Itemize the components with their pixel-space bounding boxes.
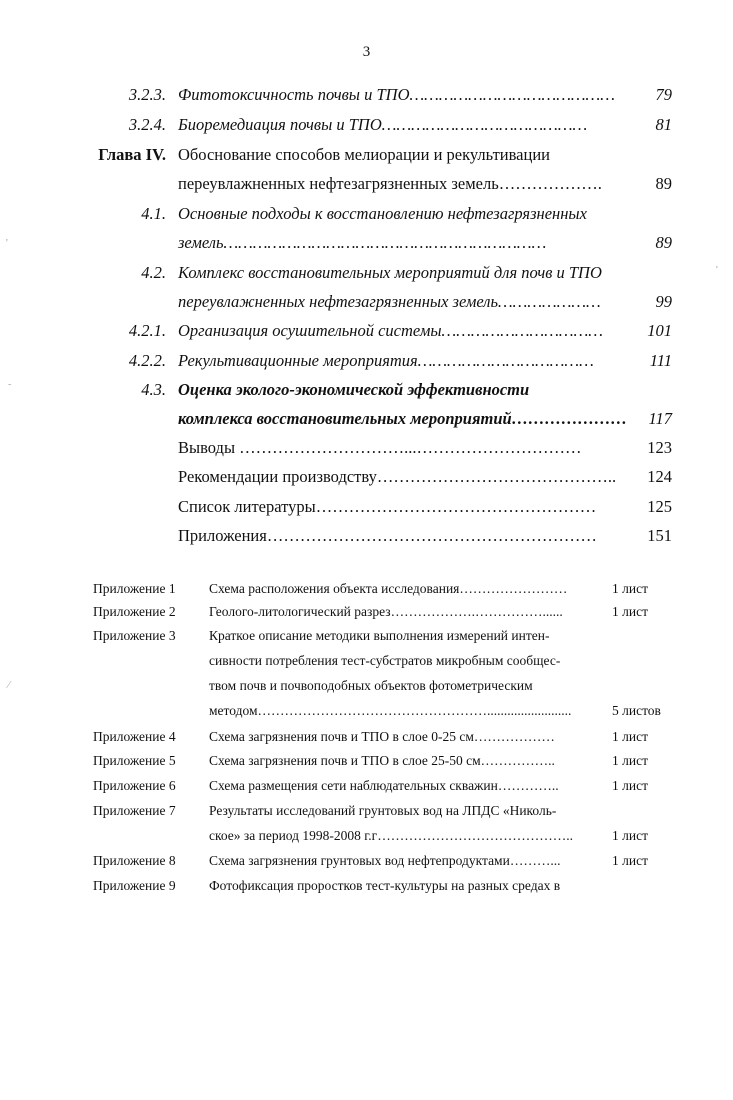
appendix-text: твом почв и почвоподобных объектов фотометрическим (209, 678, 533, 693)
toc-entry-4-3 (0, 378, 733, 402)
appendix-text: Геолого-литологический разрез……………….……………...... (209, 604, 563, 619)
toc-page: 99 (655, 292, 672, 311)
toc-page: 125 (647, 497, 672, 516)
toc-number: 4.2. (141, 263, 166, 282)
appendix-label: Приложение 1 (93, 581, 176, 596)
toc-number: 4.3. (141, 380, 166, 399)
toc-entry-3-2-3 (0, 83, 733, 107)
appendix-row (0, 601, 733, 623)
toc-title: Биоремедиация почвы и ТПО…………………………………… (178, 115, 588, 134)
toc-title: Комплекс восстановительных мероприятий для почв и ТПО (178, 263, 602, 282)
toc-entry-4-1-cont (0, 231, 733, 255)
page-number: 3 (362, 44, 371, 60)
appendix-row (0, 875, 733, 897)
toc-page: 79 (655, 85, 672, 104)
toc-entry-chapter-4 (0, 143, 733, 167)
appendix-row (0, 726, 733, 748)
toc-page: 111 (649, 351, 672, 370)
toc-title: земель………………………………………………………… (178, 233, 547, 252)
appendix-label: Приложение 7 (93, 803, 176, 818)
appendix-text: методом……………………………………………......................... (209, 703, 572, 718)
appendix-row (0, 800, 733, 822)
scan-mark: ' (716, 265, 718, 276)
toc-entry-3-2-4 (0, 113, 733, 137)
toc-entry-4-2-1 (0, 319, 733, 343)
toc-page: 81 (655, 115, 672, 134)
toc-entry-appendices (0, 524, 733, 548)
appendix-row (0, 675, 733, 697)
toc-page: 117 (648, 409, 672, 428)
appendix-sheets: 1 лист (612, 828, 648, 843)
appendix-text: Схема размещения сети наблюдательных скважин………….. (209, 778, 559, 793)
appendix-row (0, 850, 733, 872)
toc-title: Список литературы…………………………………………… (178, 497, 597, 516)
toc-number: 3.2.4. (128, 115, 166, 134)
appendix-label: Приложение 8 (93, 853, 176, 868)
toc-page: 124 (647, 467, 672, 486)
toc-entry-conclusions (0, 436, 733, 460)
toc-number: 4.2.2. (128, 351, 166, 370)
appendix-text: Схема расположения объекта исследования…………………… (209, 581, 568, 596)
appendix-text: Схема загрязнения грунтовых вод нефтепродуктами………... (209, 853, 561, 868)
toc-entry-4-1 (0, 202, 733, 226)
appendix-label: Приложение 2 (93, 604, 176, 619)
appendix-text: Фотофиксация проростков тест-культуры на разных средах в (209, 878, 561, 893)
appendix-label: Приложение 4 (93, 729, 176, 744)
toc-title: Оценка эколого-экономической эффективности (178, 380, 530, 399)
appendix-sheets: 5 листов (612, 703, 661, 718)
toc-title: Рекомендации производству…………………………………….. (178, 467, 617, 486)
appendix-sheets: 1 лист (612, 853, 648, 868)
toc-title: переувлажненных нефтезагрязненных земель………………… (178, 292, 601, 311)
toc-title: Выводы …………………………...………………………… (178, 438, 582, 457)
appendix-sheets: 1 лист (612, 581, 648, 596)
appendix-label: Приложение 5 (93, 753, 176, 768)
toc-entry-references (0, 495, 733, 519)
appendix-text: Схема загрязнения почв и ТПО в слое 0-25 см……………… (209, 729, 555, 744)
appendix-sheets: 1 лист (612, 729, 648, 744)
appendix-text: Схема загрязнения почв и ТПО в слое 25-50 см…………….. (209, 753, 555, 768)
appendix-row (0, 578, 733, 600)
toc-page: 89 (655, 233, 672, 252)
toc-number: Глава IV. (98, 145, 166, 164)
toc-entry-4-3-cont (0, 407, 733, 431)
appendix-text: ское» за период 1998-2008 г.г…………………………………….. (209, 828, 573, 843)
toc-page: 151 (647, 526, 672, 545)
toc-title: Организация осушительной системы…………………………… (178, 321, 603, 340)
appendix-row (0, 625, 733, 647)
toc-entry-4-2-cont (0, 290, 733, 314)
toc-number: 3.2.3. (128, 85, 166, 104)
appendix-row (0, 700, 733, 722)
appendix-text: Результаты исследований грунтовых вод на ЛПДС «Николь- (209, 803, 557, 818)
scan-mark: ⁄ (8, 680, 10, 691)
toc-title: Приложения…………………………………………………… (178, 526, 597, 545)
toc-page: 101 (647, 321, 672, 340)
toc-entry-chapter-4-cont (0, 172, 733, 196)
toc-title: Основные подходы к восстановлению нефтезагрязненных (178, 204, 587, 223)
appendix-row (0, 750, 733, 772)
appendix-row (0, 775, 733, 797)
toc-title: Рекультивационные мероприятия……………………………… (178, 351, 594, 370)
toc-number: 4.2.1. (128, 321, 166, 340)
appendix-sheets: 1 лист (612, 753, 648, 768)
toc-title: Обоснование способов мелиорации и рекультивации (178, 145, 550, 164)
appendix-sheets: 1 лист (612, 604, 648, 619)
appendix-text: сивности потребления тест-субстратов микробным сообщес- (209, 653, 561, 668)
toc-page: 123 (647, 438, 672, 457)
appendix-sheets: 1 лист (612, 778, 648, 793)
toc-entry-4-2-2 (0, 349, 733, 373)
appendix-text: Краткое описание методики выполнения измерений интен- (209, 628, 550, 643)
appendix-label: Приложение 3 (93, 628, 176, 643)
toc-page: 89 (655, 174, 672, 193)
scan-mark: ˜ (8, 383, 12, 394)
toc-entry-recommendations (0, 465, 733, 489)
scan-mark: ' (6, 238, 8, 249)
appendix-row (0, 650, 733, 672)
toc-number: 4.1. (141, 204, 166, 223)
appendix-label: Приложение 9 (93, 878, 176, 893)
appendix-label: Приложение 6 (93, 778, 176, 793)
toc-title: переувлажненных нефтезагрязненных земель………………. (178, 174, 602, 193)
appendix-row (0, 825, 733, 847)
toc-title: Фитотоксичность почвы и ТПО…………………………………… (178, 85, 615, 104)
toc-entry-4-2 (0, 261, 733, 285)
toc-title: комплекса восстановительных мероприятий………………… (178, 409, 628, 428)
